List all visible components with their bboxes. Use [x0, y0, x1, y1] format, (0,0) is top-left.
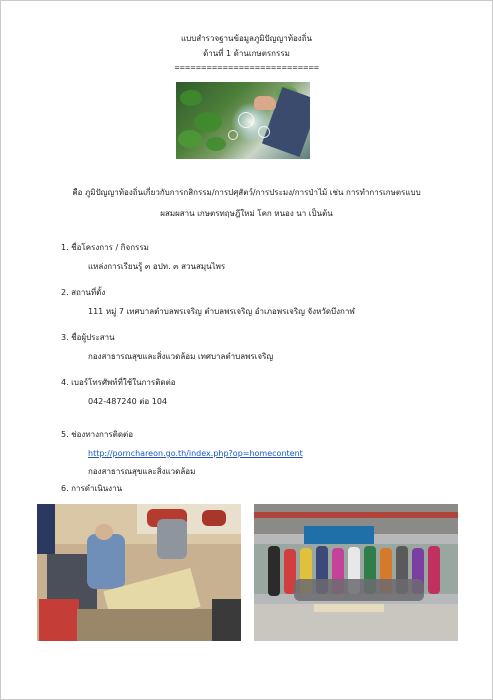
- item-2-value: 111 หมู่ 7 เทศบาลตำบลพรเจริญ ตำบลพรเจริญ อำเภอพรเจริญ จังหวัดบึงกาฬ: [88, 307, 355, 316]
- item-4-value: 042-487240 ต่อ 104: [88, 397, 168, 406]
- item-5-value: กองสาธารณสุขและสิ่งแวดล้อม: [88, 467, 196, 476]
- item-2-label: 2. สถานที่ตั้ง: [61, 288, 106, 297]
- item-5-label: 5. ช่องทางการติดต่อ: [61, 430, 134, 439]
- item-6-label: 6. การดำเนินงาน: [61, 484, 123, 493]
- document-subtitle: ด้านที่ 1 ด้านเกษตรกรรม: [203, 49, 290, 58]
- item-1-label: 1. ชื่อโครงการ / กิจกรรม: [61, 243, 149, 252]
- item-3-value: กองสาธารณสุขและสิ่งแวดล้อม เทศบาลตำบลพรเจริญ: [88, 352, 274, 361]
- item-3-label: 3. ชื่อผู้ประสาน: [61, 333, 115, 342]
- description-line-1: คือ ภูมิปัญญาท้องถิ่นเกี่ยวกับการกสิกรรม/การปศุสัตว์/การประมง/การป่าไม้ เช่น การทำการเกษตรแบบ: [72, 188, 421, 197]
- contact-link[interactable]: http://pornchareon.go.th/index.php?op=homecontent: [88, 449, 303, 458]
- title-separator: ===========================: [174, 64, 319, 72]
- smart-farming-photo: [176, 82, 310, 159]
- document-title: แบบสำรวจฐานข้อมูลภูมิปัญญาท้องถิ่น: [180, 34, 313, 43]
- item-4-label: 4. เบอร์โทรศัพท์ที่ใช้ในการติดต่อ: [61, 378, 176, 387]
- item-1-value: แหล่งการเรียนรู้ ๓ อปท. ๓ สวนสมุนไพร: [88, 262, 226, 271]
- broom-making-workshop-photo: [37, 504, 241, 641]
- group-photo-with-brooms: [254, 504, 458, 641]
- description-line-2: ผสมผสาน เกษตรทฤษฎีใหม่ โคก หนอง นา เป็นต้น: [160, 209, 333, 218]
